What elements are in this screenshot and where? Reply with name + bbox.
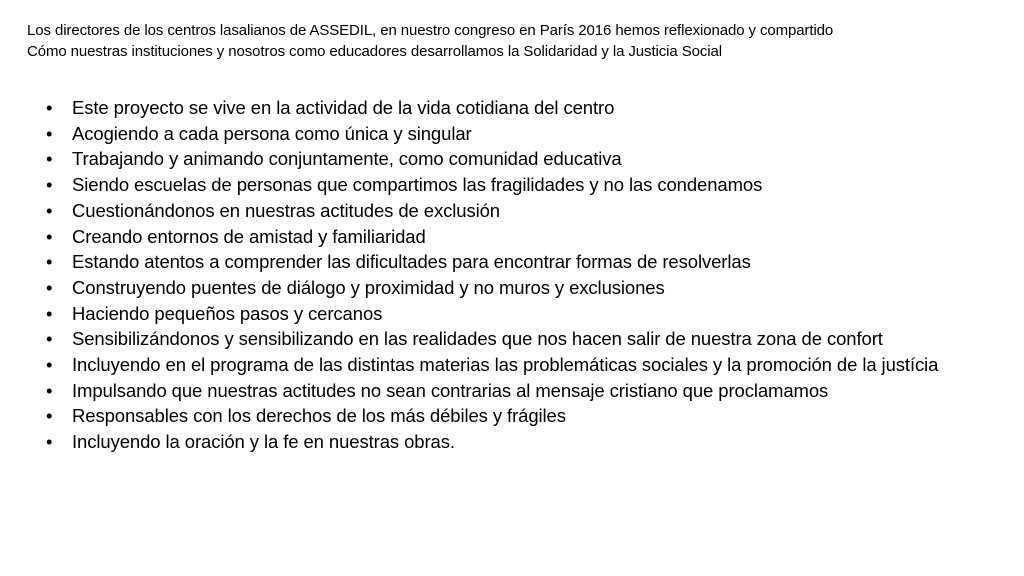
intro-line-1: Los directores de los centros lasalianos de ASSEDIL, en nuestro congreso en París 2016 hemos reflexionado y compartido (27, 22, 834, 39)
list-item-text: Impulsando que nuestras actitudes no sean contrarias al mensaje cristiano que proclamamos (72, 379, 829, 401)
bullet-icon: • (46, 328, 53, 350)
list-item (44, 301, 974, 327)
list-item-text: Responsables con los derechos de los más débiles y frágiles (72, 405, 566, 427)
bullet-icon: • (46, 174, 53, 196)
list-item (44, 198, 974, 224)
list-item (44, 429, 974, 455)
intro-text (27, 20, 1007, 62)
list-item-text: Trabajando y animando conjuntamente, como comunidad educativa (72, 148, 622, 170)
bullet-icon: • (46, 302, 53, 324)
bullet-icon: • (46, 97, 53, 118)
list-item (44, 378, 974, 404)
bullet-icon: • (46, 431, 53, 453)
list-item-text: Haciendo pequeños pasos y cercanos (72, 302, 383, 324)
list-item-text: Cuestionándonos en nuestras actitudes de exclusión (72, 199, 500, 221)
list-item-text: Incluyendo en el programa de las distintas materias las problemáticas sociales y la promoción de la justícia (72, 354, 939, 376)
list-item (44, 352, 974, 378)
list-item (44, 146, 974, 172)
bullet-icon: • (46, 276, 53, 298)
list-item (44, 249, 974, 275)
list-item-text: Acogiendo a cada persona como única y singular (72, 122, 472, 144)
list-item-text: Este proyecto se vive en la actividad de la vida cotidiana del centro (72, 97, 615, 118)
list-item-text: Sensibilizándonos y sensibilizando en las realidades que nos hacen salir de nuestra zona de confort (72, 328, 883, 350)
list-item (44, 403, 974, 429)
bullet-icon: • (46, 251, 53, 273)
list-item (44, 172, 974, 198)
bullet-list (44, 95, 974, 455)
bullet-icon: • (46, 405, 53, 427)
list-item-text: Construyendo puentes de diálogo y proximidad y no muros y exclusiones (72, 276, 665, 298)
list-item (44, 95, 974, 121)
bullet-icon: • (46, 148, 53, 170)
intro-line-2: Cómo nuestras instituciones y nosotros como educadores desarrollamos la Solidaridad y la Justicia Social (27, 43, 722, 60)
list-item-text: Creando entornos de amistad y familiaridad (72, 225, 426, 247)
bullet-icon: • (46, 379, 53, 401)
bullet-icon: • (46, 199, 53, 221)
bullet-icon: • (46, 122, 53, 144)
list-item (44, 121, 974, 147)
list-item (44, 224, 974, 250)
list-item (44, 326, 974, 352)
list-item-text: Incluyendo la oración y la fe en nuestras obras. (72, 431, 455, 453)
bullet-icon: • (46, 354, 53, 376)
list-item-text: Siendo escuelas de personas que compartimos las fragilidades y no las condenamos (72, 174, 763, 196)
list-item-text: Estando atentos a comprender las dificultades para encontrar formas de resolverlas (72, 251, 751, 273)
bullet-icon: • (46, 225, 53, 247)
list-item (44, 275, 974, 301)
